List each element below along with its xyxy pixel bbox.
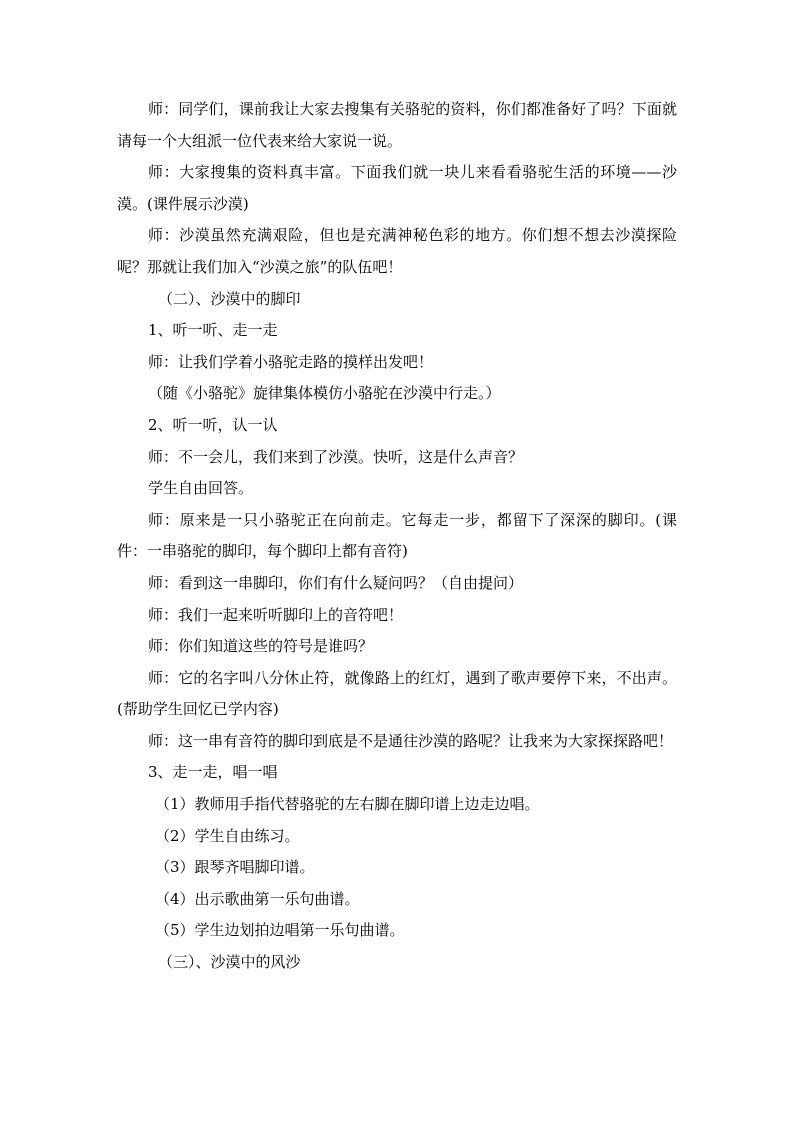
paragraph: 师：原来是一只小骆驼正在向前走。它每走一步，都留下了深深的脚印。(课件：一串骆驼的脚印，每个脚印上都有音符)	[117, 510, 677, 561]
paragraph: 学生自由回答。	[148, 479, 254, 498]
paragraph: 师：我们一起来听听脚印上的音符吧！	[148, 605, 404, 624]
list-item: （1）教师用手指代替骆驼的左右脚在脚印谱上边走边唱。	[155, 795, 540, 814]
paragraph: 师：不一会儿，我们来到了沙漠。快听，这是什么声音？	[148, 447, 524, 466]
paragraph: 师：看到这一串脚印，你们有什么疑问吗？（自由提问）	[148, 573, 524, 592]
document-page	[117, 94, 677, 979]
subsection-heading: 2、听一听，认一认	[148, 415, 278, 434]
section-heading: （三）、沙漠中的风沙	[158, 953, 301, 972]
paragraph: （随《小骆驼》旋律集体模仿小骆驼在沙漠中行走。）	[148, 384, 501, 403]
list-item: （4）出示歌曲第一乐句曲谱。	[155, 889, 360, 908]
section-heading: （二）、沙漠中的脚印	[158, 289, 301, 308]
subsection-heading: 3、走一走，唱一唱	[148, 763, 278, 782]
list-item: （5）学生边划拍边唱第一乐句曲谱。	[155, 921, 405, 940]
list-item: （2）学生自由练习。	[155, 826, 300, 845]
paragraph: 师：这一串有音符的脚印到底是不是通往沙漠的路呢？让我来为大家探探路吧！	[148, 731, 674, 750]
paragraph: 师：让我们学着小骆驼走路的摸样出发吧！	[148, 352, 434, 371]
paragraph: 师：沙漠虽然充满艰险，但也是充满神秘色彩的地方。你们想不想去沙漠探险呢？那就让我们加入“沙漠之旅”的队伍吧！	[117, 226, 677, 276]
paragraph: 师：它的名字叫八分休止符，就像路上的红灯，遇到了歌声要停下来，不出声。(帮助学生回忆已学内容)	[117, 668, 677, 719]
subsection-heading: 1、听一听、走一走	[148, 321, 278, 340]
list-item: （3）跟琴齐唱脚印谱。	[155, 858, 315, 877]
paragraph: 师：同学们，课前我让大家去搜集有关骆驼的资料，你们都准备好了吗？下面就请每一个大组派一位代表来给大家说一说。	[117, 100, 677, 150]
paragraph: 师：你们知道这些的符号是谁吗？	[148, 637, 374, 656]
paragraph: 师：大家搜集的资料真丰富。下面我们就一块儿来看看骆驼生活的环境——沙漠。(课件展示沙漠)	[117, 163, 677, 213]
